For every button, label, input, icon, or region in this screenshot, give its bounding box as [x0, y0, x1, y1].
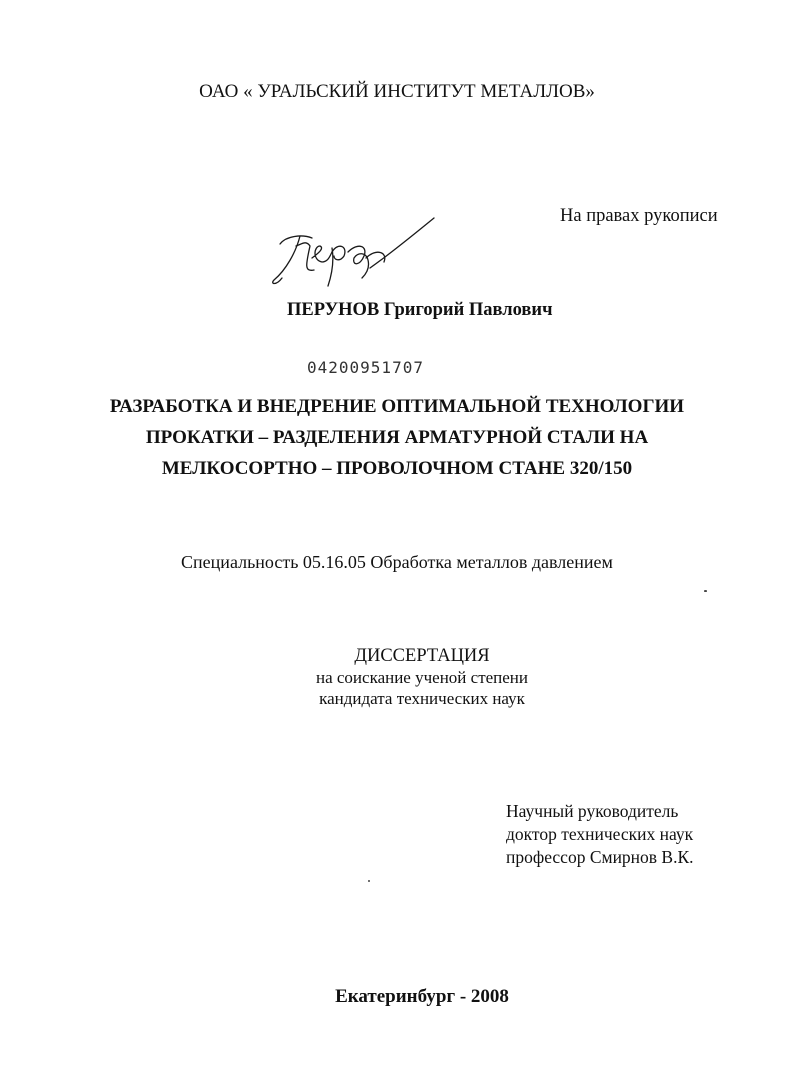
supervisor-degree: доктор технических наук	[506, 824, 694, 844]
scan-speck	[368, 880, 370, 882]
supervisor-name: профессор Смирнов В.К.	[506, 847, 694, 867]
degree-line: на соискание ученой степени	[315, 668, 529, 687]
rights-note: На правах рукописи	[560, 206, 718, 226]
supervisor-block	[506, 800, 694, 869]
degree-field: кандидата технических наук	[319, 689, 525, 708]
supervisor-role: Научный руководитель	[506, 801, 679, 821]
title-line: ПРОКАТКИ – РАЗДЕЛЕНИЯ АРМАТУРНОЙ СТАЛИ НА	[145, 427, 649, 448]
author-name: ПЕРУНОВ Григорий Павлович	[287, 300, 553, 320]
signature-icon	[266, 212, 438, 292]
specialty-line: Специальность 05.16.05 Обработка металлов давлением	[181, 552, 613, 572]
organization-name: ОАО « УРАЛЬСКИЙ ИНСТИТУТ МЕТАЛЛОВ»	[199, 81, 595, 102]
registry-code: 04200951707	[307, 358, 424, 377]
title-line: МЕЛКОСОРТНО – ПРОВОЛОЧНОМ СТАНЕ 320/150	[161, 458, 633, 479]
dissertation-heading: ДИССЕРТАЦИЯ	[354, 646, 490, 666]
dissertation-title	[0, 391, 794, 484]
scan-speck	[704, 590, 707, 592]
city-year: Екатеринбург - 2008	[335, 986, 509, 1007]
dissertation-block	[0, 645, 794, 709]
title-line: РАЗРАБОТКА И ВНЕДРЕНИЕ ОПТИМАЛЬНОЙ ТЕХНОЛОГИИ	[109, 396, 685, 417]
